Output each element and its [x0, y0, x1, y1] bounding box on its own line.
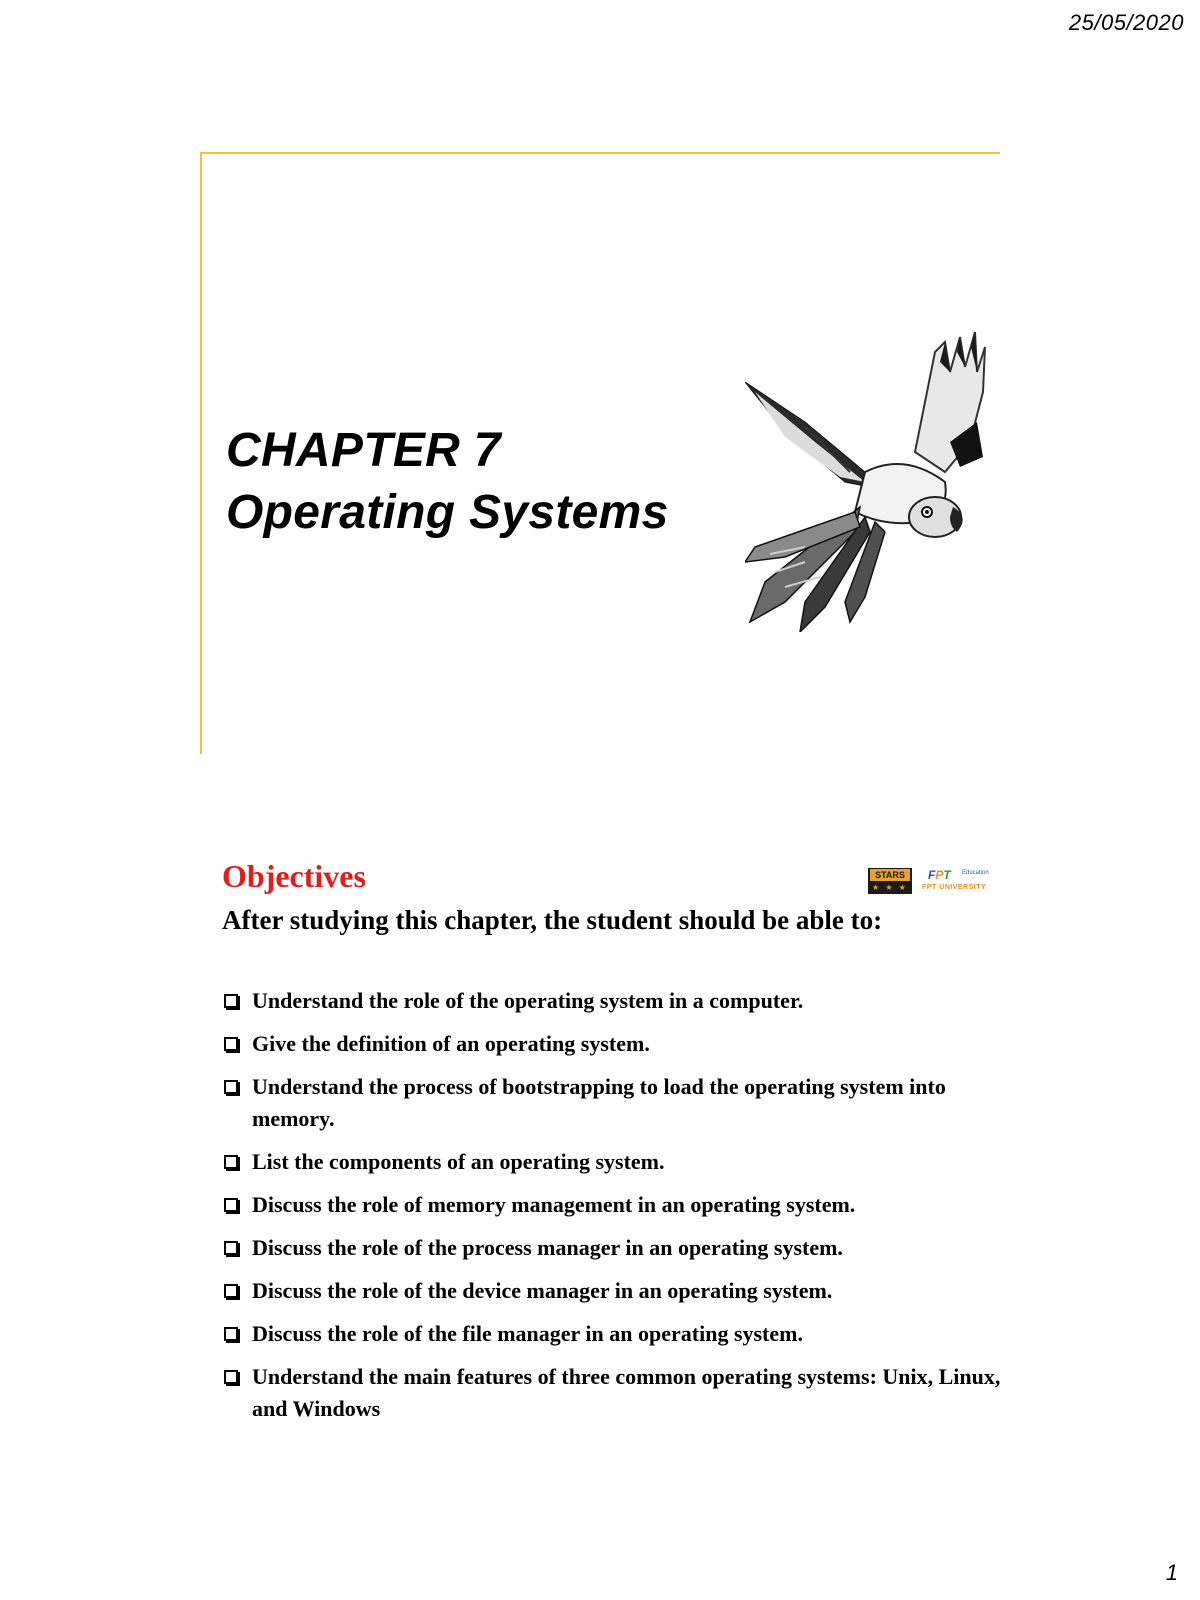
objective-item: [222, 1071, 1002, 1135]
fpt-logo-mark: [928, 868, 951, 882]
objective-item: [222, 1189, 1002, 1221]
objective-item: [222, 1232, 1002, 1264]
objective-text: Understand the main features of three common operating systems: Unix, Linux, and Windows: [252, 1364, 1001, 1421]
objective-text: Discuss the role of the file manager in an operating system.: [252, 1321, 803, 1346]
checkbox-bullet-icon: [224, 1155, 238, 1169]
objective-text: Give the definition of an operating system.: [252, 1031, 650, 1056]
slide-frame-left: [200, 152, 202, 754]
objectives-heading: Objectives: [222, 858, 366, 894]
objective-text: Discuss the role of memory management in an operating system.: [252, 1192, 856, 1217]
page-number: 1: [1165, 1560, 1178, 1585]
checkbox-bullet-icon: [224, 1198, 238, 1212]
parrot-icon: [745, 332, 995, 632]
slide-title: [200, 152, 1000, 754]
checkbox-bullet-icon: [224, 1370, 238, 1384]
fpt-letter-f: F: [928, 868, 936, 882]
slide-objectives: [200, 850, 1000, 1450]
objectives-intro: After studying this chapter, the student should be able to:: [222, 905, 883, 935]
objective-item: [222, 1146, 1002, 1178]
stars-logo: [868, 868, 912, 894]
checkbox-bullet-icon: [224, 1080, 238, 1094]
stars-logo-text: STARS: [870, 869, 910, 881]
objective-item: [222, 985, 1002, 1017]
objective-text: Understand the role of the operating system in a computer.: [252, 988, 804, 1013]
institution-logos: [868, 868, 1000, 898]
objective-item: [222, 1275, 1002, 1307]
objective-item: [222, 1361, 1002, 1425]
fpt-letter-t: T: [943, 868, 951, 882]
objective-item: [222, 1028, 1002, 1060]
objective-text: Discuss the role of the device manager in an operating system.: [252, 1278, 833, 1303]
fpt-university-label: FPT UNIVERSITY: [922, 884, 987, 891]
objective-text: Understand the process of bootstrapping to load the operating system into memory.: [252, 1074, 946, 1131]
page-date: 25/05/2020: [1068, 10, 1184, 35]
chapter-name: Operating Systems: [226, 486, 669, 539]
objectives-list: [222, 985, 1002, 1436]
stars-logo-marks: ★ ★ ★: [872, 883, 908, 892]
objective-item: [222, 1318, 1002, 1350]
fpt-logo: [922, 868, 1000, 896]
checkbox-bullet-icon: [224, 1241, 238, 1255]
chapter-number: CHAPTER 7: [226, 424, 501, 477]
checkbox-bullet-icon: [224, 1284, 238, 1298]
checkbox-bullet-icon: [224, 1327, 238, 1341]
fpt-logo-sub: Education: [962, 870, 989, 876]
fpt-letter-p: P: [935, 868, 944, 882]
checkbox-bullet-icon: [224, 994, 238, 1008]
objective-text: List the components of an operating system.: [252, 1149, 665, 1174]
chapter-title: [226, 420, 669, 544]
checkbox-bullet-icon: [224, 1037, 238, 1051]
slide-frame-top: [200, 152, 1000, 154]
objective-text: Discuss the role of the process manager in an operating system.: [252, 1235, 843, 1260]
